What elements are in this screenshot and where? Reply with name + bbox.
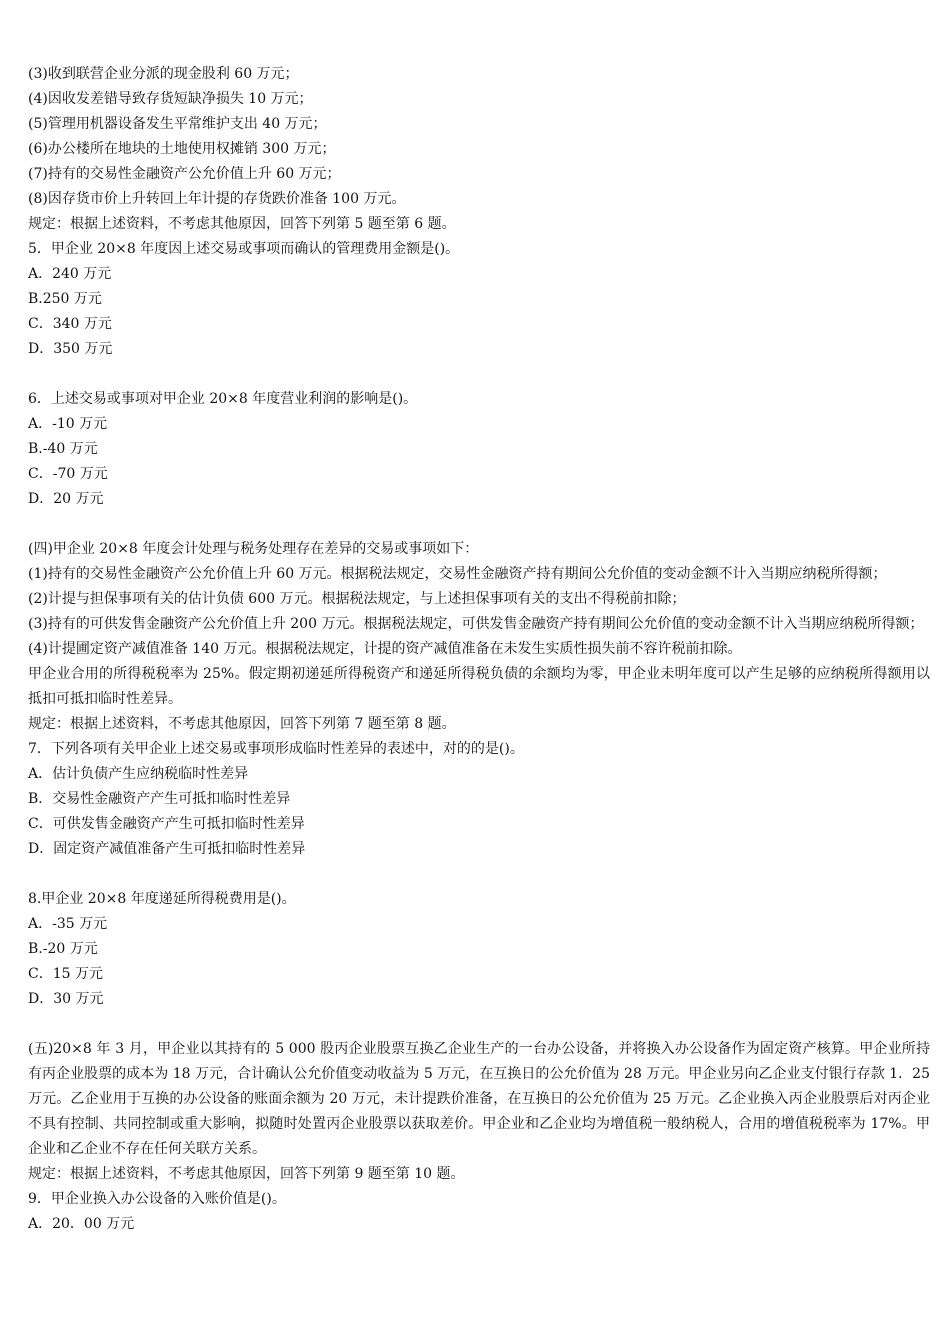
question-5-option: C．340 万元 [28,316,112,332]
section3-item: (5)管理用机器设备发生平常维护支出 40 万元； [28,116,327,132]
question-6-stem: 6．上述交易或事项对甲企业 20×8 年度营业利润的影响是()。 [28,391,418,407]
spacer [28,512,930,537]
spacer [28,862,930,887]
question-8-option: B.-20 万元 [28,941,98,957]
section4-item: (3)持有的可供发售金融资产公允价值上升 200 万元。根据税法规定，可供发售金融资产持有期间公允价值的变动金额不计入当期应纳税所得额； [28,616,924,632]
section4-rule: 规定：根据上述资料，不考虑其他原因，回答下列第 7 题至第 8 题。 [28,716,456,732]
question-5-stem: 5．甲企业 20×8 年度因上述交易或事项而确认的管理费用金额是()。 [28,241,460,257]
question-9-stem: 9．甲企业换入办公设备的入账价值是()。 [28,1191,286,1207]
section3-item: (8)因存货市价上升转回上年计提的存货跌价准备 100 万元。 [28,191,406,207]
section3-item: (3)收到联营企业分派的现金股利 60 万元； [28,66,299,82]
question-7-option: A．估计负债产生应纳税临时性差异 [28,766,249,782]
section4-tax-note: 甲企业合用的所得税税率为 25%。假定期初递延所得税资产和递延所得税负债的余额均为零，甲企业未明年度可以产生足够的应纳税所得额用以抵扣可抵扣临时性差异。 [28,666,930,707]
question-8-stem: 8.甲企业 20×8 年度递延所得税费用是()。 [28,891,296,907]
question-6-option: C．-70 万元 [28,466,108,482]
question-5-option: D．350 万元 [28,341,113,357]
question-7-option: D．固定资产减值准备产生可抵扣临时性差异 [28,841,306,857]
document-page [28,62,930,1237]
section3-item: (7)持有的交易性金融资产公允价值上升 60 万元； [28,166,341,182]
question-8-option: C．15 万元 [28,966,103,982]
section4-item: (1)持有的交易性金融资产公允价值上升 60 万元。根据税法规定，交易性金融资产持有期间公允价值的变动金额不计入当期应纳税所得额； [28,566,887,582]
question-9-option: A．20．00 万元 [28,1216,135,1232]
question-5-option: B.250 万元 [28,291,102,307]
section4-item: (4)计提圃定资产减值准备 140 万元。根据税法规定，计提的资产减值准备在未发生实质性损失前不容许税前扣除。 [28,641,742,657]
question-7-stem: 7．下列各项有关甲企业上述交易或事项形成临时性差异的表述中，对的的是()。 [28,741,524,757]
question-8-option: D．30 万元 [28,991,104,1007]
section4-intro: (四)甲企业 20×8 年度会计处理与税务处理存在差异的交易或事项如下： [28,541,479,557]
question-6-option: A．-10 万元 [28,416,108,432]
section3-item: (6)办公楼所在地块的土地使用权摊销 300 万元； [28,141,336,157]
question-5-option: A．240 万元 [28,266,112,282]
section5-body: (五)20×8 年 3 月，甲企业以其持有的 5 000 股丙企业股票互换乙企业生产的一台办公设备，并将换入办公设备作为固定资产核算。甲企业所持有丙企业股票的成本为 18 万元，合计确认公允价值变动收益为 5 万元，在互换日的公允价值为 28 万元。甲企业另向乙企业支付银行存款 1．25 万元。乙企业用于互换的办公设备的账面余额为 20 万元，未计提跌价准备，在互换日的公允价值为 25 万元。乙企业换入丙企业股票后对丙企业不具有控制、共同控制或重大影响，拟随时处置丙企业股票以获取差价。甲企业和乙企业均为增值税一般纳税人，合用的增值税税率为 17%。甲企业和乙企业不存在任何关联方关系。 [28,1041,930,1157]
question-6-option: D．20 万元 [28,491,104,507]
section5-rule: 规定：根据上述资料，不考虑其他原因，回答下列第 9 题至第 10 题。 [28,1166,465,1182]
question-8-option: A．-35 万元 [28,916,108,932]
section4-item: (2)计提与担保事项有关的估计负债 600 万元。根据税法规定，与上述担保事项有关的支出不得税前扣除； [28,591,686,607]
spacer [28,362,930,387]
spacer [28,1012,930,1037]
question-7-option: C．可供发售金融资产产生可抵扣临时性差异 [28,816,305,832]
question-7-option: B．交易性金融资产产生可抵扣临时性差异 [28,791,291,807]
section3-item: (4)因收发差错导致存货短缺净损失 10 万元； [28,91,313,107]
question-6-option: B.-40 万元 [28,441,98,457]
section3-rule: 规定：根据上述资料，不考虑其他原因，回答下列第 5 题至第 6 题。 [28,216,456,232]
